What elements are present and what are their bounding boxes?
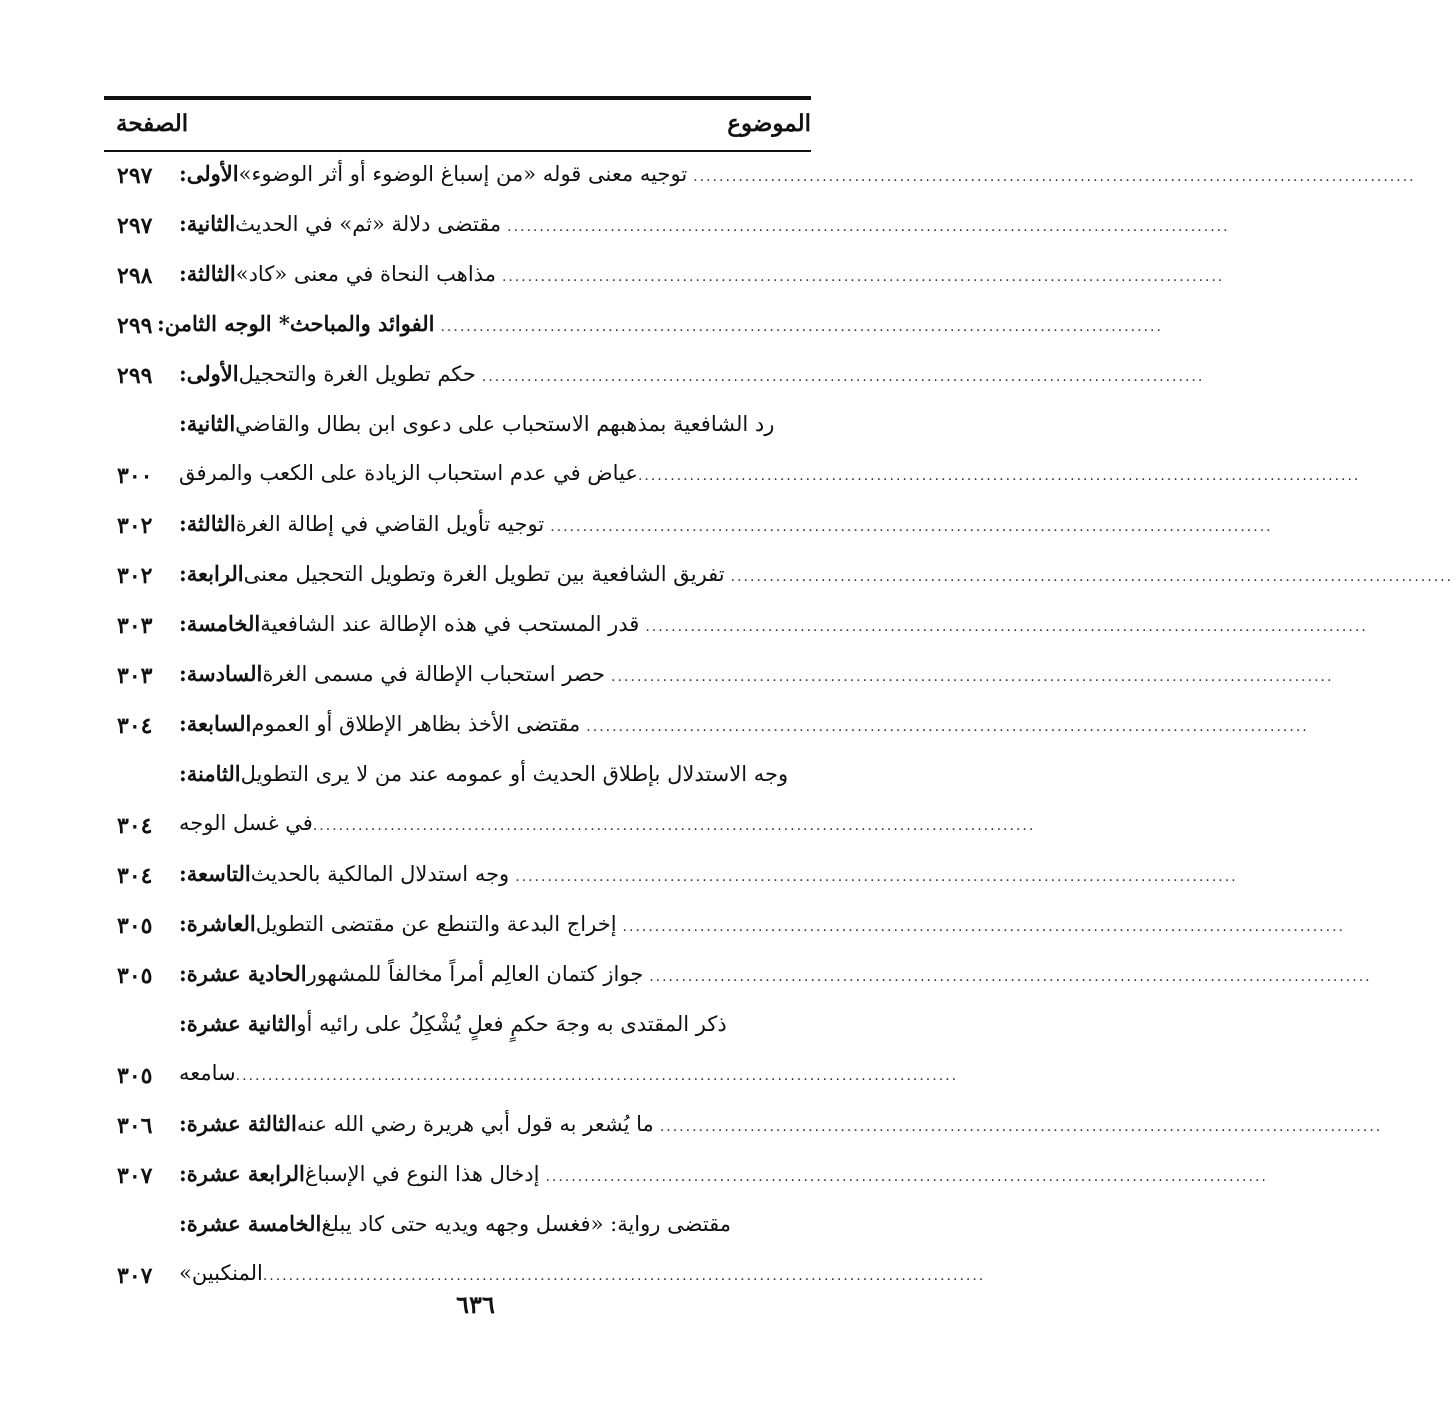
entry-page: ٣٠٢: [117, 513, 153, 539]
entry-body: مذاهب النحاة في معنى «كاد»: [235, 262, 496, 286]
entry-label: السابعة:: [179, 711, 252, 736]
entry-page: ٣٠٢: [117, 563, 153, 589]
entry-label: الثانية:: [179, 411, 236, 436]
toc-entry-text: [179, 511, 1273, 536]
entry-body: في غسل الوجه: [179, 811, 313, 835]
entry-label: الأولى:: [179, 361, 239, 386]
entry-label: الأولى:: [179, 161, 239, 186]
toc-entry-text: [179, 161, 1416, 186]
entry-page: ٢٩٧: [117, 213, 153, 239]
leader-dots: ................................................................................................................: [693, 169, 1416, 185]
entry-body: مقتضى الأخذ بظاهر الإطلاق أو العموم: [251, 712, 581, 736]
toc-entry-text: [179, 911, 1345, 936]
toc-entry-text: [179, 1261, 986, 1285]
entry-body: تفريق الشافعية بين تطويل الغرة وتطويل التحجيل معنى: [243, 562, 725, 586]
toc-entry-text: [179, 1211, 811, 1236]
entry-label: السادسة:: [179, 661, 263, 686]
toc-line: [0, 1055, 959, 1105]
entry-label: التاسعة:: [179, 861, 251, 886]
toc-entry-text: [179, 761, 811, 786]
entry-body: توجيه تأويل القاضي في إطالة الغرة: [235, 512, 545, 536]
leader-dots: ................................................................................................................: [550, 519, 1273, 535]
toc-entry-text: [157, 311, 1163, 336]
entry-label: الثالثة عشرة:: [179, 1111, 297, 1136]
toc-line: [0, 205, 1230, 255]
toc-line: [0, 1155, 1268, 1205]
entry-body: حصر استحباب الإطالة في مسمى الغرة: [262, 662, 606, 686]
toc-line: [0, 555, 1453, 605]
entry-page: ٣٠٣: [117, 663, 153, 689]
entry-body: توجيه معنى قوله «من إسباغ الوضوء أو أثر الوضوء»: [238, 162, 688, 186]
leader-dots: ................................................................................................................: [312, 818, 1036, 834]
leader-dots: ................................................................................................................: [622, 919, 1345, 935]
toc-entry-text: [179, 211, 1230, 236]
leader-dots: ................................................................................................................: [501, 269, 1225, 285]
toc-entry-text: [179, 411, 811, 436]
leader-dots: ................................................................................................................: [481, 369, 1205, 385]
entry-page: ٢٩٨: [117, 263, 153, 289]
leader-dots: ................................................................................................................: [586, 719, 1309, 735]
entry-page: ٢٩٩: [117, 363, 153, 389]
leader-dots: ................................................................................................................: [440, 319, 1163, 335]
entry-body: عياض في عدم استحباب الزيادة على الكعب والمرفق: [179, 461, 638, 485]
toc-line: [0, 905, 1345, 955]
toc-entries: [0, 155, 1453, 1305]
entry-page: ٣٠٦: [117, 1113, 153, 1139]
entry-page: ٣٠٧: [117, 1263, 153, 1289]
toc-entry-text: [179, 811, 1036, 835]
header-top-rule: [104, 96, 811, 100]
toc-line: [0, 655, 1334, 705]
leader-dots: ................................................................................................................: [507, 219, 1230, 235]
toc-line: [0, 255, 1225, 305]
entry-body: الفوائد والمباحث: [289, 311, 435, 336]
leader-dots: ................................................................................................................: [637, 468, 1361, 484]
entry-body: مقتضى دلالة «ثم» في الحديث: [235, 212, 502, 236]
toc-line: [0, 855, 1238, 905]
entry-label: الثانية:: [179, 211, 236, 236]
toc-entry-text: [179, 361, 1205, 386]
toc-line: [0, 355, 1205, 405]
leader-dots: ................................................................................................................: [645, 619, 1368, 635]
leader-dots: ................................................................................................................: [649, 969, 1372, 985]
entry-page: ٣٠٧: [117, 1163, 153, 1189]
toc-entry-text: [179, 611, 1368, 636]
toc-line: [0, 1105, 1383, 1155]
toc-line: [0, 505, 1273, 555]
leader-dots: ................................................................................................................: [611, 669, 1334, 685]
leader-dots: ................................................................................................................: [235, 1068, 959, 1084]
header-topic: الموضوع: [727, 110, 811, 137]
leader-dots: ................................................................................................................: [515, 869, 1238, 885]
entry-label: الخامسة:: [179, 611, 261, 636]
entry-body: مقتضى رواية: «فغسل وجهه ويديه حتى كاد يبلغ: [321, 1212, 732, 1236]
entry-page: ٣٠٥: [117, 1063, 153, 1089]
toc-line: [0, 455, 1361, 505]
entry-page: ٣٠٥: [117, 963, 153, 989]
entry-label: الثانية عشرة:: [179, 1011, 297, 1036]
entry-label: الثالثة:: [179, 261, 236, 286]
header-page: الصفحة: [116, 110, 189, 137]
toc-line: [0, 705, 1309, 755]
toc-entry-text: [179, 461, 1361, 485]
toc-line: [0, 605, 1368, 655]
entry-page: ٣٠٤: [117, 863, 153, 889]
toc-entry-text: [179, 711, 1309, 736]
entry-page: ٣٠٣: [117, 613, 153, 639]
toc-line: [0, 1205, 951, 1255]
entry-body: ما يُشعر به قول أبي هريرة رضي الله عنه: [296, 1112, 654, 1136]
entry-body: جواز كتمان العالِم أمراً مخالفاً للمشهور: [306, 962, 644, 986]
toc-line: [0, 1005, 951, 1055]
toc-entry-text: [179, 1111, 1383, 1136]
entry-label: الثالثة:: [179, 511, 236, 536]
toc-entry-text: [179, 1011, 811, 1036]
toc-line: [0, 155, 1416, 205]
toc-entry-text: [179, 561, 1453, 586]
entry-body: سامعه: [179, 1061, 236, 1085]
toc-entry-text: [179, 661, 1334, 686]
page-number: ٦٣٦: [456, 1290, 495, 1319]
entry-body: إخراج البدعة والتنطع عن مقتضى التطويل: [255, 912, 617, 936]
leader-dots: ................................................................................................................: [659, 1119, 1383, 1135]
toc-entry-text: [179, 1161, 1268, 1186]
leader-dots: ................................................................................................................: [730, 569, 1453, 585]
entry-body: إدخال هذا النوع في الإسباغ: [304, 1162, 540, 1186]
toc-line: [0, 755, 951, 805]
entry-label: * الوجه الثامن:: [157, 311, 290, 336]
entry-body: وجه الاستدلال بإطلاق الحديث أو عمومه عند من لا يرى التطويل: [240, 762, 789, 786]
entry-label: الحادية عشرة:: [179, 961, 307, 986]
entry-label: الرابعة:: [179, 561, 244, 586]
entry-page: ٣٠٥: [117, 913, 153, 939]
toc-line: [0, 305, 1163, 355]
header-bottom-rule: [104, 150, 811, 152]
leader-dots: ................................................................................................................: [262, 1268, 986, 1284]
entry-body: رد الشافعية بمذهبهم الاستحباب على دعوى ابن بطال والقاضي: [235, 412, 775, 436]
entry-page: ٢٩٧: [117, 163, 153, 189]
entry-page: ٣٠٤: [117, 813, 153, 839]
toc-line: [0, 805, 1036, 855]
leader-dots: ................................................................................................................: [545, 1169, 1268, 1185]
toc-entry-text: [179, 961, 1372, 986]
entry-body: ذكر المقتدى به وجهَ حكمٍ فعلٍ يُشْكِلُ على رائيه أو: [296, 1012, 727, 1036]
entry-body: قدر المستحب في هذه الإطالة عند الشافعية: [260, 612, 640, 636]
entry-page: ٣٠٠: [117, 463, 153, 489]
entry-page: ٣٠٤: [117, 713, 153, 739]
entry-label: الرابعة عشرة:: [179, 1161, 305, 1186]
entry-label: الخامسة عشرة:: [179, 1211, 322, 1236]
entry-page: ٢٩٩: [117, 313, 153, 339]
toc-line: [0, 955, 1372, 1005]
entry-label: العاشرة:: [179, 911, 256, 936]
toc-entry-text: [179, 261, 1225, 286]
entry-label: الثامنة:: [179, 761, 241, 786]
toc-entry-text: [179, 1061, 959, 1085]
entry-body: وجه استدلال المالكية بالحديث: [250, 862, 510, 886]
entry-body: حكم تطويل الغرة والتحجيل: [238, 362, 476, 386]
entry-body: المنكبين»: [179, 1261, 263, 1285]
toc-entry-text: [179, 861, 1238, 886]
toc-line: [0, 405, 951, 455]
